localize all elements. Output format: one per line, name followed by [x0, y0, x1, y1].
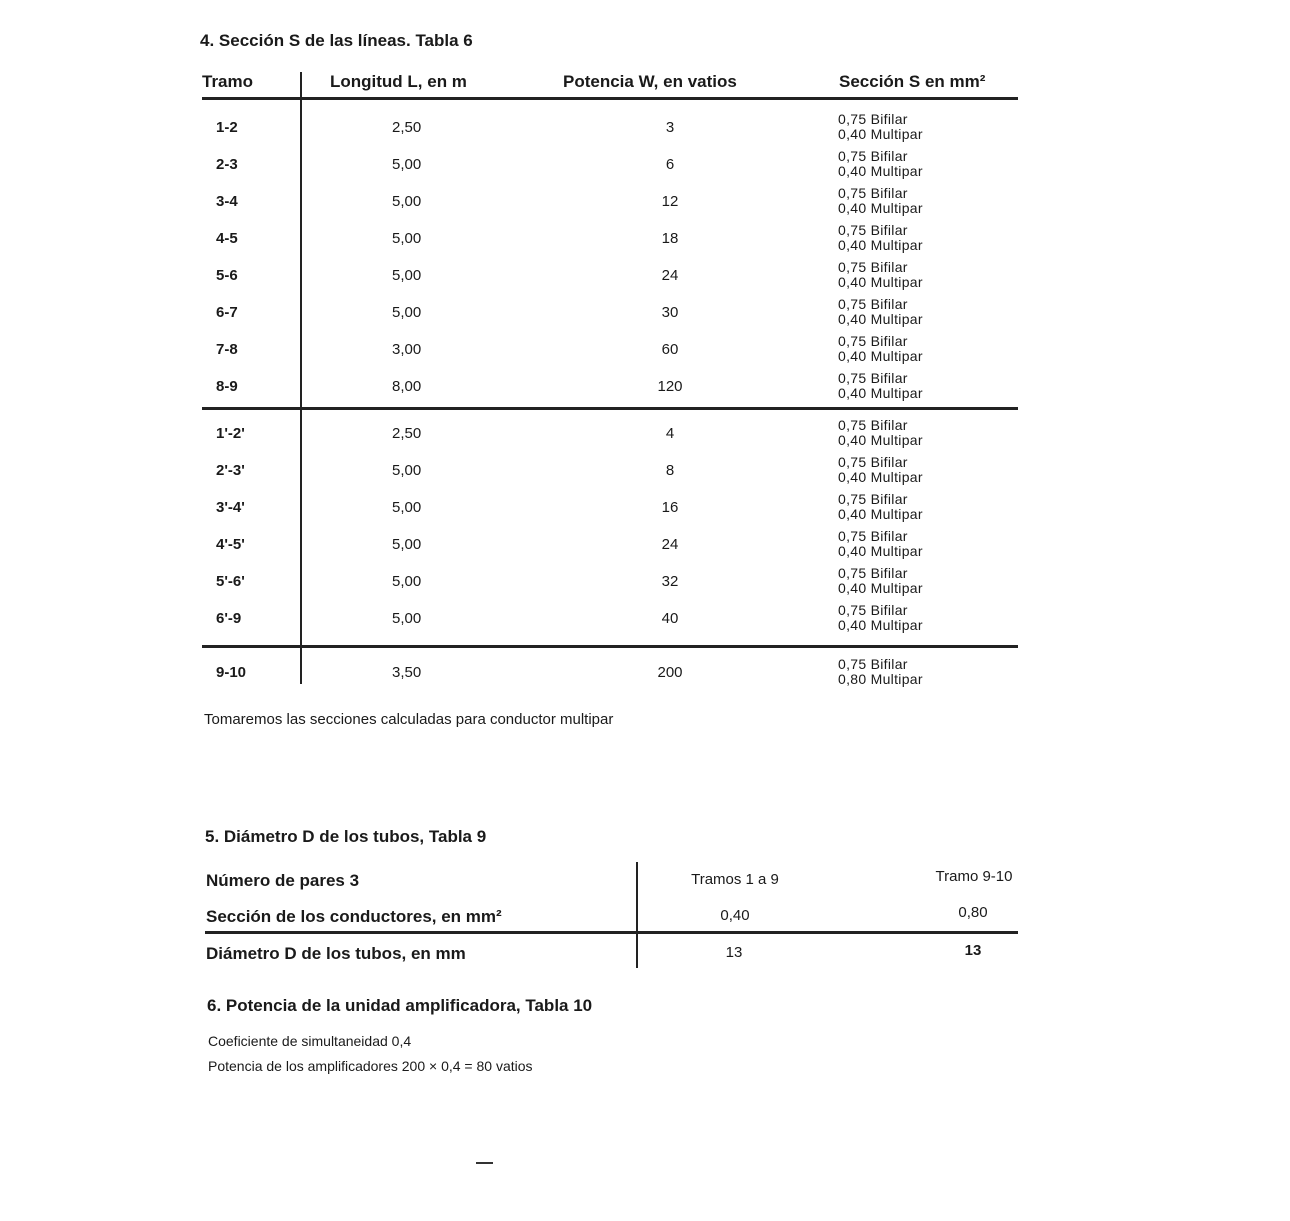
- seccion-bifilar-cell: 0,75 Bifilar: [838, 259, 908, 275]
- seccion-bifilar-cell: 0,75 Bifilar: [838, 417, 908, 433]
- section-5-title: 5. Diámetro D de los tubos, Tabla 9: [205, 827, 487, 846]
- group-rule-2: [202, 645, 1018, 648]
- t9-label-pares: Número de pares 3: [206, 871, 360, 890]
- potencia-cell: 120: [657, 378, 683, 395]
- seccion-bifilar-cell: 0,75 Bifilar: [838, 528, 908, 544]
- tramo-cell: 5'-6': [216, 573, 245, 590]
- potencia-cell: 200: [657, 664, 683, 681]
- potencia-line: Potencia de los amplificadores 200 × 0,4 = 80 vatios: [208, 1058, 533, 1074]
- tramo-cell: 2'-3': [216, 462, 245, 479]
- longitud-cell: 3,50: [392, 664, 422, 681]
- tramo-cell: 9-10: [216, 664, 247, 681]
- t9-vertical-rule: [636, 862, 638, 968]
- potencia-cell: 12: [661, 193, 679, 210]
- potencia-cell: 24: [661, 267, 679, 284]
- group-rule-1: [202, 407, 1018, 410]
- seccion-multipar-cell: 0,40 Multipar: [838, 580, 923, 596]
- seccion-bifilar-cell: 0,75 Bifilar: [838, 333, 908, 349]
- potencia-cell: 40: [661, 610, 679, 627]
- seccion-multipar-cell: 0,40 Multipar: [838, 385, 923, 401]
- longitud-cell: 5,00: [392, 230, 422, 247]
- tramo-cell: 4-5: [216, 230, 238, 247]
- longitud-cell: 5,00: [392, 536, 422, 553]
- tramo-cell: 7-8: [216, 341, 238, 358]
- t9-seccion-1-9: 0,40: [720, 907, 750, 924]
- seccion-bifilar-cell: 0,75 Bifilar: [838, 656, 908, 672]
- potencia-cell: 4: [665, 425, 675, 442]
- potencia-cell: 6: [665, 156, 675, 173]
- t9-col-tramos-1-9: Tramos 1 a 9: [691, 871, 779, 888]
- potencia-cell: 30: [661, 304, 679, 321]
- seccion-bifilar-cell: 0,75 Bifilar: [838, 296, 908, 312]
- longitud-cell: 5,00: [392, 304, 422, 321]
- longitud-cell: 5,00: [392, 267, 422, 284]
- table6-vertical-rule: [300, 72, 302, 684]
- seccion-bifilar-cell: 0,75 Bifilar: [838, 602, 908, 618]
- t9-label-seccion: Sección de los conductores, en mm²: [206, 907, 502, 926]
- longitud-cell: 5,00: [392, 156, 422, 173]
- seccion-bifilar-cell: 0,75 Bifilar: [838, 565, 908, 581]
- potencia-cell: 60: [661, 341, 679, 358]
- longitud-cell: 8,00: [392, 378, 422, 395]
- t9-col-tramo-9-10: Tramo 9-10: [935, 868, 1013, 885]
- header-potencia: Potencia W, en vatios: [563, 72, 737, 91]
- tramo-cell: 6-7: [216, 304, 238, 321]
- tramo-cell: 5-6: [216, 267, 238, 284]
- seccion-bifilar-cell: 0,75 Bifilar: [838, 148, 908, 164]
- tramo-cell: 2-3: [216, 156, 238, 173]
- seccion-multipar-cell: 0,40 Multipar: [838, 543, 923, 559]
- potencia-cell: 24: [661, 536, 679, 553]
- tramo-cell: 3-4: [216, 193, 238, 210]
- header-longitud: Longitud L, en m: [330, 72, 467, 91]
- section-4-title: 4. Sección S de las líneas. Tabla 6: [200, 31, 473, 50]
- tramo-cell: 3'-4': [216, 499, 245, 516]
- seccion-multipar-cell: 0,40 Multipar: [838, 163, 923, 179]
- seccion-bifilar-cell: 0,75 Bifilar: [838, 370, 908, 386]
- seccion-multipar-cell: 0,40 Multipar: [838, 200, 923, 216]
- longitud-cell: 2,50: [392, 425, 422, 442]
- tramo-cell: 1'-2': [216, 425, 245, 442]
- tramo-cell: 1-2: [216, 119, 238, 136]
- t9-seccion-9-10: 0,80: [958, 904, 988, 921]
- seccion-multipar-cell: 0,40 Multipar: [838, 506, 923, 522]
- seccion-bifilar-cell: 0,75 Bifilar: [838, 222, 908, 238]
- seccion-bifilar-cell: 0,75 Bifilar: [838, 185, 908, 201]
- seccion-multipar-cell: 0,40 Multipar: [838, 469, 923, 485]
- seccion-multipar-cell: 0,40 Multipar: [838, 274, 923, 290]
- seccion-multipar-cell: 0,40 Multipar: [838, 311, 923, 327]
- seccion-multipar-cell: 0,40 Multipar: [838, 432, 923, 448]
- potencia-cell: 18: [661, 230, 679, 247]
- potencia-cell: 32: [661, 573, 679, 590]
- longitud-cell: 5,00: [392, 193, 422, 210]
- longitud-cell: 2,50: [392, 119, 422, 136]
- tramo-cell: 8-9: [216, 378, 238, 395]
- t9-rule: [205, 931, 1018, 934]
- longitud-cell: 5,00: [392, 462, 422, 479]
- coeficiente-line: Coeficiente de simultaneidad 0,4: [208, 1033, 412, 1049]
- longitud-cell: 5,00: [392, 573, 422, 590]
- seccion-bifilar-cell: 0,75 Bifilar: [838, 454, 908, 470]
- seccion-bifilar-cell: 0,75 Bifilar: [838, 491, 908, 507]
- potencia-cell: 16: [661, 499, 679, 516]
- seccion-multipar-cell: 0,80 Multipar: [838, 671, 923, 687]
- seccion-bifilar-cell: 0,75 Bifilar: [838, 111, 908, 127]
- tramo-cell: 6'-9: [216, 610, 242, 627]
- header-rule: [202, 97, 1018, 100]
- potencia-cell: 8: [665, 462, 675, 479]
- t9-label-diametro: Diámetro D de los tubos, en mm: [206, 944, 466, 963]
- longitud-cell: 3,00: [392, 341, 422, 358]
- seccion-multipar-cell: 0,40 Multipar: [838, 348, 923, 364]
- seccion-multipar-cell: 0,40 Multipar: [838, 617, 923, 633]
- longitud-cell: 5,00: [392, 499, 422, 516]
- potencia-cell: 3: [665, 119, 675, 136]
- section-6-title: 6. Potencia de la unidad amplificadora, Tabla 10: [207, 996, 593, 1015]
- table6-note: Tomaremos las secciones calculadas para conductor multipar: [204, 711, 614, 728]
- seccion-multipar-cell: 0,40 Multipar: [838, 237, 923, 253]
- t9-diametro-1-9: 13: [725, 944, 743, 961]
- t9-diametro-9-10: 13: [964, 942, 982, 959]
- tramo-cell: 4'-5': [216, 536, 245, 553]
- longitud-cell: 5,00: [392, 610, 422, 627]
- header-seccion: Sección S en mm²: [839, 72, 986, 91]
- seccion-multipar-cell: 0,40 Multipar: [838, 126, 923, 142]
- header-tramo: Tramo: [202, 72, 254, 91]
- page-dash: [476, 1162, 493, 1164]
